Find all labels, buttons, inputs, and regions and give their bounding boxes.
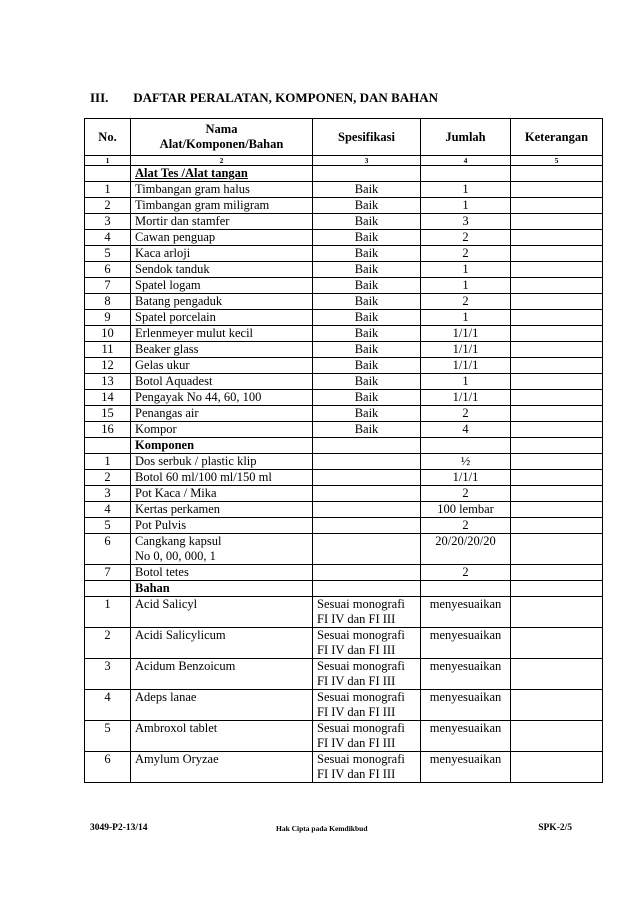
section-title-komponen: Komponen <box>131 438 313 454</box>
table-row <box>85 326 603 342</box>
empty-cell <box>421 581 511 597</box>
footer-copyright: Hak Cipta pada Kemdikbud <box>276 824 368 833</box>
item-qty: menyesuaikan <box>421 628 511 659</box>
item-note <box>511 182 603 198</box>
item-qty: 1 <box>421 278 511 294</box>
section-row-komponen <box>85 438 603 454</box>
table-row <box>85 390 603 406</box>
row-number: 4 <box>85 502 131 518</box>
section-title-bahan: Bahan <box>131 581 313 597</box>
item-spec-line1: Sesuai monografi <box>317 690 405 704</box>
table-row <box>85 374 603 390</box>
equipment-table <box>84 118 603 783</box>
table-body <box>85 166 603 783</box>
item-name: Adeps lanae <box>131 690 313 721</box>
item-name: Timbangan gram halus <box>131 182 313 198</box>
item-name: Pengayak No 44, 60, 100 <box>131 390 313 406</box>
row-number: 7 <box>85 565 131 581</box>
item-name: Mortir dan stamfer <box>131 214 313 230</box>
item-note <box>511 198 603 214</box>
item-qty: 2 <box>421 565 511 581</box>
header-spec: Spesifikasi <box>313 119 421 156</box>
item-qty: 4 <box>421 422 511 438</box>
item-spec-line2: FI IV dan FI III <box>317 705 396 719</box>
item-name-line2: No 0, 00, 000, 1 <box>135 549 216 563</box>
table-row <box>85 230 603 246</box>
item-spec <box>313 690 421 721</box>
table-row <box>85 502 603 518</box>
table-row <box>85 214 603 230</box>
table-row <box>85 534 603 565</box>
item-note <box>511 310 603 326</box>
row-number: 16 <box>85 422 131 438</box>
item-spec: Baik <box>313 358 421 374</box>
item-spec: Baik <box>313 262 421 278</box>
item-note <box>511 374 603 390</box>
item-note <box>511 454 603 470</box>
item-name: Batang pengaduk <box>131 294 313 310</box>
item-name: Dos serbuk / plastic klip <box>131 454 313 470</box>
table-row <box>85 628 603 659</box>
column-number-row <box>85 156 603 166</box>
table-row <box>85 358 603 374</box>
item-note <box>511 752 603 783</box>
item-name: Acidum Benzoicum <box>131 659 313 690</box>
table-row <box>85 278 603 294</box>
item-name: Kompor <box>131 422 313 438</box>
empty-cell <box>313 438 421 454</box>
item-spec <box>313 470 421 486</box>
item-name: Spatel porcelain <box>131 310 313 326</box>
table-row <box>85 597 603 628</box>
row-number: 1 <box>85 597 131 628</box>
table-row <box>85 342 603 358</box>
item-spec <box>313 597 421 628</box>
item-name: Penangas air <box>131 406 313 422</box>
table-row <box>85 182 603 198</box>
row-number: 5 <box>85 246 131 262</box>
item-qty: 1/1/1 <box>421 390 511 406</box>
row-number: 12 <box>85 358 131 374</box>
item-qty: 2 <box>421 486 511 502</box>
item-note <box>511 214 603 230</box>
table-row <box>85 310 603 326</box>
item-name: Sendok tanduk <box>131 262 313 278</box>
header-row <box>85 119 603 156</box>
section-title-alat: Alat Tes /Alat tangan <box>131 166 313 182</box>
table-row <box>85 198 603 214</box>
item-spec <box>313 659 421 690</box>
table-row <box>85 518 603 534</box>
item-spec <box>313 628 421 659</box>
table-row <box>85 565 603 581</box>
item-note <box>511 565 603 581</box>
row-number: 2 <box>85 470 131 486</box>
item-note <box>511 659 603 690</box>
item-spec: Baik <box>313 230 421 246</box>
item-note <box>511 422 603 438</box>
item-spec: Baik <box>313 390 421 406</box>
item-note <box>511 486 603 502</box>
row-number: 3 <box>85 214 131 230</box>
item-qty: 2 <box>421 294 511 310</box>
item-note <box>511 358 603 374</box>
header-name-line1: Nama <box>205 122 238 136</box>
item-spec-line2: FI IV dan FI III <box>317 643 396 657</box>
header-no: No. <box>85 119 131 156</box>
row-number: 7 <box>85 278 131 294</box>
item-name: Acid Salicyl <box>131 597 313 628</box>
section-row-alat <box>85 166 603 182</box>
item-name: Pot Kaca / Mika <box>131 486 313 502</box>
item-spec: Baik <box>313 214 421 230</box>
table-row <box>85 422 603 438</box>
item-name: Spatel logam <box>131 278 313 294</box>
section-title: DAFTAR PERALATAN, KOMPONEN, DAN BAHAN <box>133 90 439 105</box>
empty-cell <box>511 438 603 454</box>
item-spec-line2: FI IV dan FI III <box>317 612 396 626</box>
item-spec <box>313 486 421 502</box>
table-row <box>85 721 603 752</box>
item-name: Botol Aquadest <box>131 374 313 390</box>
item-qty: menyesuaikan <box>421 597 511 628</box>
header-name-line2: Alat/Komponen/Bahan <box>159 137 284 151</box>
item-qty: 1/1/1 <box>421 342 511 358</box>
item-spec: Baik <box>313 294 421 310</box>
item-spec <box>313 534 421 565</box>
item-spec: Baik <box>313 422 421 438</box>
item-name: Kaca arloji <box>131 246 313 262</box>
row-number: 1 <box>85 454 131 470</box>
item-qty: 1 <box>421 262 511 278</box>
colnum: 4 <box>421 156 511 166</box>
item-qty: menyesuaikan <box>421 690 511 721</box>
empty-cell <box>511 581 603 597</box>
row-number: 11 <box>85 342 131 358</box>
item-qty: 1 <box>421 374 511 390</box>
item-note <box>511 518 603 534</box>
table-row <box>85 406 603 422</box>
item-qty: 1/1/1 <box>421 326 511 342</box>
item-spec <box>313 502 421 518</box>
item-spec: Baik <box>313 310 421 326</box>
header-qty: Jumlah <box>421 119 511 156</box>
row-number: 1 <box>85 182 131 198</box>
item-qty: menyesuaikan <box>421 752 511 783</box>
colnum: 3 <box>313 156 421 166</box>
colnum: 1 <box>85 156 131 166</box>
item-spec-line1: Sesuai monografi <box>317 752 405 766</box>
item-name: Erlenmeyer mulut kecil <box>131 326 313 342</box>
item-name: Gelas ukur <box>131 358 313 374</box>
item-name: Botol 60 ml/100 ml/150 ml <box>131 470 313 486</box>
item-spec-line1: Sesuai monografi <box>317 597 405 611</box>
item-note <box>511 342 603 358</box>
header-note: Keterangan <box>511 119 603 156</box>
item-note <box>511 502 603 518</box>
item-qty: 20/20/20/20 <box>421 534 511 565</box>
item-note <box>511 628 603 659</box>
item-spec-line2: FI IV dan FI III <box>317 736 396 750</box>
colnum: 2 <box>131 156 313 166</box>
item-spec <box>313 454 421 470</box>
row-number: 5 <box>85 518 131 534</box>
item-spec: Baik <box>313 246 421 262</box>
item-note <box>511 294 603 310</box>
item-name: Amylum Oryzae <box>131 752 313 783</box>
table-row <box>85 690 603 721</box>
item-note <box>511 597 603 628</box>
empty-cell <box>85 581 131 597</box>
row-number: 6 <box>85 752 131 783</box>
table-row <box>85 659 603 690</box>
footer-code: 3049-P2-13/14 <box>90 823 148 833</box>
item-spec-line1: Sesuai monografi <box>317 721 405 735</box>
table-row <box>85 246 603 262</box>
item-qty: 1 <box>421 198 511 214</box>
item-qty: ½ <box>421 454 511 470</box>
item-spec: Baik <box>313 278 421 294</box>
row-number: 9 <box>85 310 131 326</box>
row-number: 5 <box>85 721 131 752</box>
item-spec: Baik <box>313 198 421 214</box>
item-note <box>511 230 603 246</box>
item-note <box>511 262 603 278</box>
empty-cell <box>313 581 421 597</box>
item-qty: 1 <box>421 310 511 326</box>
row-number: 13 <box>85 374 131 390</box>
item-qty: 1/1/1 <box>421 358 511 374</box>
row-number: 6 <box>85 262 131 278</box>
row-number: 10 <box>85 326 131 342</box>
item-spec-line2: FI IV dan FI III <box>317 674 396 688</box>
table-row <box>85 294 603 310</box>
item-qty: 1/1/1 <box>421 470 511 486</box>
row-number: 15 <box>85 406 131 422</box>
item-name: Kertas perkamen <box>131 502 313 518</box>
row-number: 8 <box>85 294 131 310</box>
item-name: Botol tetes <box>131 565 313 581</box>
item-spec: Baik <box>313 406 421 422</box>
item-qty: menyesuaikan <box>421 659 511 690</box>
table-row <box>85 454 603 470</box>
colnum: 5 <box>511 156 603 166</box>
item-spec <box>313 565 421 581</box>
row-number: 4 <box>85 230 131 246</box>
item-qty: 2 <box>421 518 511 534</box>
item-note <box>511 470 603 486</box>
empty-cell <box>421 438 511 454</box>
item-name: Timbangan gram miligram <box>131 198 313 214</box>
footer-page: SPK-2/5 <box>538 823 572 833</box>
item-spec <box>313 721 421 752</box>
row-number: 2 <box>85 198 131 214</box>
item-note <box>511 390 603 406</box>
item-spec <box>313 752 421 783</box>
table-row <box>85 752 603 783</box>
row-number: 4 <box>85 690 131 721</box>
row-number: 6 <box>85 534 131 565</box>
row-number: 2 <box>85 628 131 659</box>
item-name: Beaker glass <box>131 342 313 358</box>
row-number: 3 <box>85 659 131 690</box>
item-note <box>511 246 603 262</box>
item-spec: Baik <box>313 342 421 358</box>
item-spec: Baik <box>313 374 421 390</box>
item-note <box>511 534 603 565</box>
item-qty: 1 <box>421 182 511 198</box>
item-note <box>511 406 603 422</box>
item-name: Pot Pulvis <box>131 518 313 534</box>
item-spec-line1: Sesuai monografi <box>317 628 405 642</box>
item-spec: Baik <box>313 326 421 342</box>
item-name-line1: Cangkang kapsul <box>135 534 222 548</box>
item-qty: menyesuaikan <box>421 721 511 752</box>
item-note <box>511 326 603 342</box>
table-row <box>85 486 603 502</box>
item-spec-line1: Sesuai monografi <box>317 659 405 673</box>
item-qty: 100 lembar <box>421 502 511 518</box>
item-name: Acidi Salicylicum <box>131 628 313 659</box>
item-spec <box>313 518 421 534</box>
item-name: Ambroxol tablet <box>131 721 313 752</box>
item-qty: 2 <box>421 246 511 262</box>
item-note <box>511 278 603 294</box>
header-name <box>131 119 313 156</box>
item-note <box>511 690 603 721</box>
item-qty: 3 <box>421 214 511 230</box>
table-row <box>85 470 603 486</box>
empty-cell <box>85 438 131 454</box>
section-row-bahan <box>85 581 603 597</box>
row-number: 14 <box>85 390 131 406</box>
table-row <box>85 262 603 278</box>
item-spec-line2: FI IV dan FI III <box>317 767 396 781</box>
section-number: III. <box>90 90 109 105</box>
item-spec: Baik <box>313 182 421 198</box>
item-name: Cawan penguap <box>131 230 313 246</box>
item-name <box>131 534 313 565</box>
section-heading <box>90 90 438 106</box>
item-qty: 2 <box>421 406 511 422</box>
item-qty: 2 <box>421 230 511 246</box>
row-number: 3 <box>85 486 131 502</box>
item-note <box>511 721 603 752</box>
